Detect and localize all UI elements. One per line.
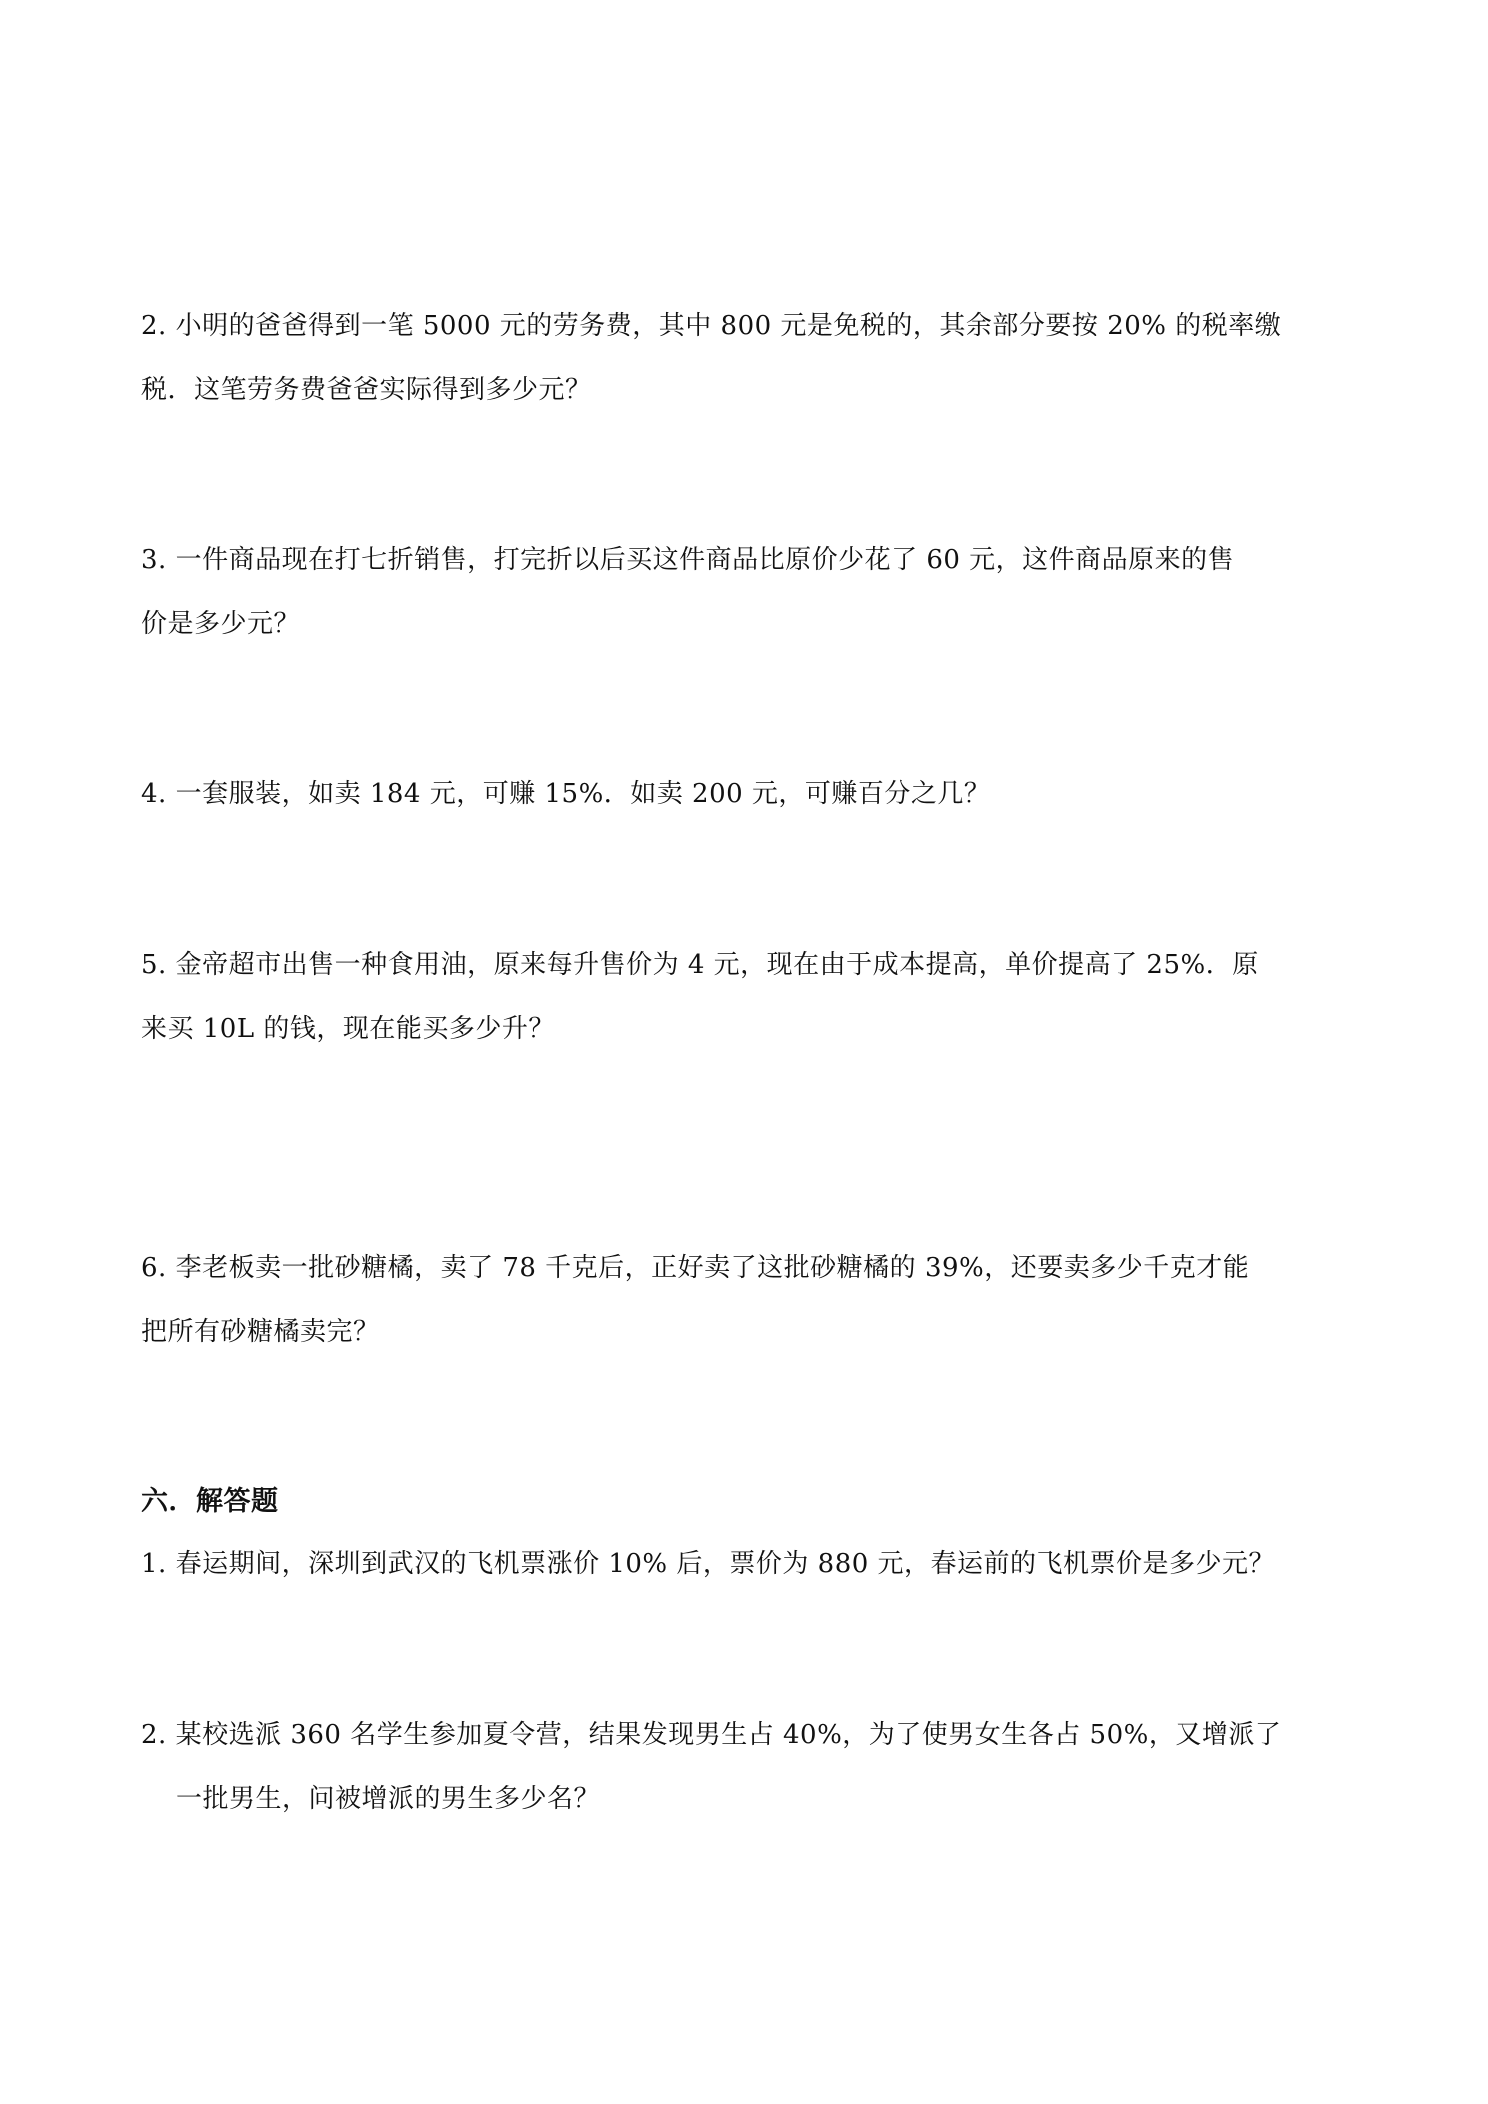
- question-6-text-line-1: 6. 李老板卖一批砂糖橘，卖了 78 千克后，正好卖了这批砂糖橘的 39%，还要卖多少千克才能: [141, 1253, 1250, 1283]
- solve-question-2-text-line-1: 2. 某校选派 360 名学生参加夏令营，结果发现男生占 40%，为了使男女生各占 50%，又增派了: [141, 1720, 1282, 1750]
- question-5-text-line-2: 来买 10L 的钱，现在能买多少升？: [141, 1014, 555, 1044]
- question-2-text-line-1: 2. 小明的爸爸得到一笔 5000 元的劳务费，其中 800 元是免税的，其余部分要按 20% 的税率缴: [141, 311, 1282, 341]
- question-5-text-line-1: 5. 金帝超市出售一种食用油，原来每升售价为 4 元，现在由于成本提高，单价提高了 25%．原: [141, 950, 1259, 980]
- question-4-text-line-1: 4. 一套服装，如卖 184 元，可赚 15%．如卖 200 元，可赚百分之几？: [141, 779, 991, 809]
- question-3-text-line-2: 价是多少元？: [141, 609, 301, 639]
- solve-question-2-text-line-2: 一批男生，问被增派的男生多少名？: [176, 1784, 601, 1814]
- section-heading-answer-questions: 六．解答题: [141, 1486, 279, 1517]
- solve-question-1-text-line-1: 1. 春运期间，深圳到武汉的飞机票涨价 10% 后，票价为 880 元，春运前的飞机票价是多少元？: [141, 1549, 1276, 1579]
- question-6-text-line-2: 把所有砂糖橘卖完？: [141, 1317, 380, 1347]
- question-2-text-line-2: 税．这笔劳务费爸爸实际得到多少元？: [141, 375, 592, 405]
- question-3-text-line-1: 3. 一件商品现在打七折销售，打完折以后买这件商品比原价少花了 60 元，这件商品原来的售: [141, 545, 1235, 575]
